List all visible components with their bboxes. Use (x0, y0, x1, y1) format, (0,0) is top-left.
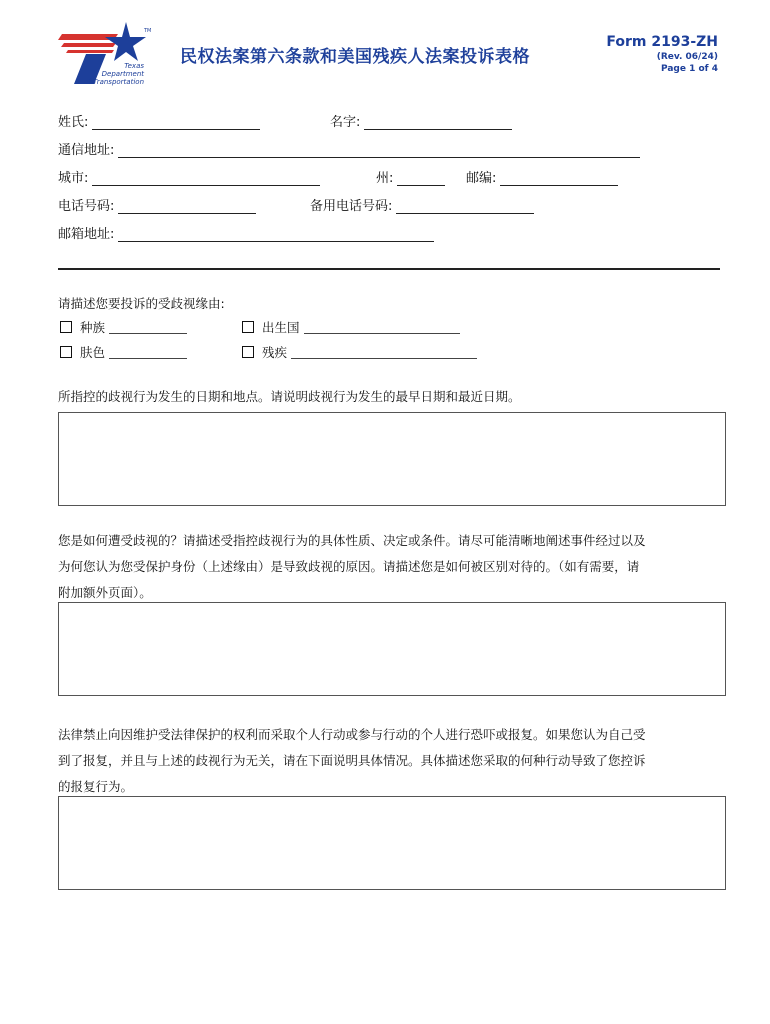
first-name-input-line[interactable] (364, 115, 512, 130)
disability-input-line[interactable] (291, 346, 477, 359)
state-field[interactable] (376, 168, 445, 186)
last-name-input-line[interactable] (92, 115, 260, 130)
question-date-location: 所指控的歧视行为发生的日期和地点。请说明歧视行为发生的最早日期和最近日期。 (58, 389, 521, 404)
disability-checkbox[interactable] (242, 346, 254, 358)
city-label: 城市: (58, 171, 89, 186)
logo-text: Texas Department of Transportation (84, 62, 145, 86)
alt-phone-input-line[interactable] (396, 199, 534, 214)
phone-input-line[interactable] (118, 199, 256, 214)
section-divider (58, 268, 720, 270)
color-input-line[interactable] (109, 346, 187, 359)
question-retaliation: 法律禁止向因维护受法律保护的权利而采取个人行动或参与行动的个人进行恐吓或报复。如果您认为自己受 到了报复，并且与上述的歧视行为无关，请在下面说明具体情况。具体描述您采取的何种行动导致了您控诉 的报复行为。 (58, 727, 646, 794)
national-origin-option[interactable] (242, 318, 460, 336)
color-checkbox[interactable] (60, 346, 72, 358)
first-name-label: 名字: (330, 115, 361, 130)
race-label: 种族 (80, 320, 106, 335)
first-name-field[interactable] (330, 112, 512, 130)
email-field[interactable] (58, 224, 434, 242)
email-input-line[interactable] (118, 227, 434, 242)
last-name-field[interactable] (58, 112, 260, 130)
last-name-label: 姓氏: (58, 115, 89, 130)
city-field[interactable] (58, 168, 320, 186)
txdot-logo (58, 20, 153, 88)
email-label: 邮箱地址: (58, 227, 115, 242)
basis-prompt: 请描述您要投诉的受歧视缘由: (58, 296, 225, 311)
disability-label: 残疾 (262, 345, 288, 360)
retaliation-textarea[interactable] (58, 796, 726, 890)
race-checkbox[interactable] (60, 321, 72, 333)
national-origin-label: 出生国 (262, 320, 300, 335)
how-discriminated-textarea[interactable] (58, 602, 726, 696)
national-origin-checkbox[interactable] (242, 321, 254, 333)
page-indicator: Page 1 of 4 (661, 64, 718, 74)
state-label: 州: (376, 171, 394, 186)
zip-label: 邮编: (466, 171, 497, 186)
svg-text:TM: TM (144, 28, 152, 34)
alt-phone-label: 备用电话号码: (310, 199, 393, 214)
color-option[interactable] (60, 343, 187, 361)
page-title: 民权法案第六条款和美国残疾人法案投诉表格 (180, 47, 530, 67)
question-how-discriminated: 您是如何遭受歧视的？请描述受指控歧视行为的具体性质、决定或条件。请尽可能清晰地阐述事件经过以及 为何您认为您受保护身份（上述缘由）是导致歧视的原因。请描述您是如何被区别对待的。（如有需要，请 附加额外页面）。 (58, 533, 646, 600)
mailing-address-input-line[interactable] (118, 143, 640, 158)
mailing-address-label: 通信地址: (58, 143, 115, 158)
zip-field[interactable] (466, 168, 618, 186)
city-input-line[interactable] (92, 171, 320, 186)
date-location-textarea[interactable] (58, 412, 726, 506)
national-origin-input-line[interactable] (304, 321, 460, 334)
mailing-address-field[interactable] (58, 140, 640, 158)
disability-option[interactable] (242, 343, 477, 361)
form-revision: (Rev. 06/24) (656, 52, 718, 62)
zip-input-line[interactable] (500, 171, 618, 186)
color-label: 肤色 (80, 345, 106, 360)
race-input-line[interactable] (109, 321, 187, 334)
race-option[interactable] (60, 318, 187, 336)
phone-label: 电话号码: (58, 199, 115, 214)
phone-field[interactable] (58, 196, 256, 214)
alt-phone-field[interactable] (310, 196, 534, 214)
state-input-line[interactable] (397, 171, 445, 186)
form-number: Form 2193-ZH (606, 34, 718, 50)
